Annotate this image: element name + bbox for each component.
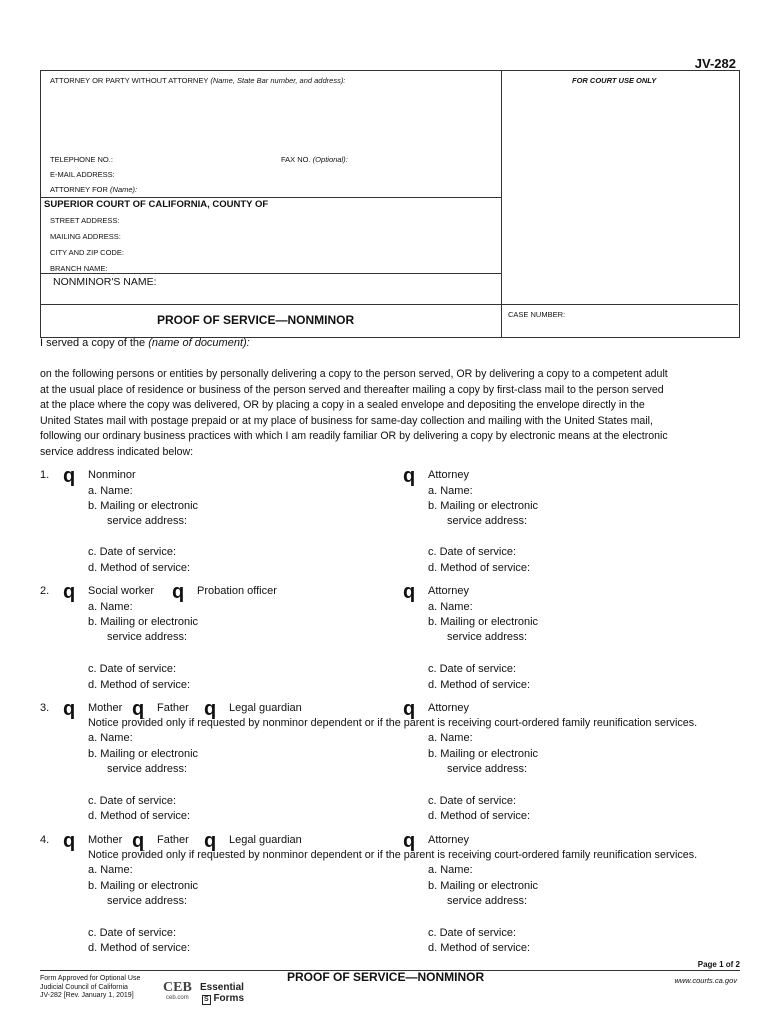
option-probation-officer: Probation officer (197, 585, 277, 597)
field-address-cont: service address: (107, 763, 188, 775)
website[interactable]: www.courts.ca.gov (674, 976, 737, 985)
mailing-label: MAILING ADDRESS: (50, 232, 121, 241)
option-mother: Mother (88, 702, 123, 714)
served-line: I served a copy of the (name of document): (40, 337, 250, 349)
checkbox-probation-officer[interactable]: q (172, 581, 185, 603)
street-label: STREET ADDRESS: (50, 216, 120, 225)
item-number: 4. (40, 834, 50, 846)
field-address: b. Mailing or electronic (428, 500, 539, 512)
field-address: b. Mailing or electronic (88, 500, 199, 512)
ceb-logo: CEB ceb.com (163, 980, 192, 1001)
field-address-cont: service address: (447, 763, 528, 775)
notice-text: Notice provided only if requested by nonminor dependent or if the parent is receiving court-ordered family reunification services. (88, 717, 698, 729)
field-method: d. Method of service: (88, 562, 191, 574)
field-method: d. Method of service: (428, 942, 531, 954)
attorney-for-label: ATTORNEY FOR (Name): (50, 185, 138, 194)
field-address: b. Mailing or electronic (88, 880, 199, 892)
option-attorney: Attorney (428, 585, 469, 597)
checkbox-attorney[interactable]: q (403, 465, 416, 487)
footer-title: PROOF OF SERVICE—NONMINOR (287, 970, 485, 984)
field-address-cont: service address: (107, 631, 188, 643)
checkbox-attorney[interactable]: q (403, 830, 416, 852)
field-address-cont: service address: (447, 631, 528, 643)
checkbox-mother[interactable]: q (63, 698, 76, 720)
field-method: d. Method of service: (428, 679, 531, 691)
checkbox-father[interactable]: q (132, 830, 145, 852)
field-date: c. Date of service: (88, 927, 177, 939)
field-date: c. Date of service: (428, 795, 517, 807)
field-name: a. Name: (428, 485, 473, 497)
field-date: c. Date of service: (428, 663, 517, 675)
city-label: CITY AND ZIP CODE: (50, 248, 124, 257)
approval-note: Form Approved for Optional Use Judicial Council of California JV-282 [Rev. January 1, 2019] (40, 975, 141, 999)
form-number: JV-282 (694, 56, 736, 71)
field-method: d. Method of service: (428, 810, 531, 822)
field-date: c. Date of service: (88, 795, 177, 807)
form-title: PROOF OF SERVICE—NONMINOR (157, 313, 355, 327)
checkbox-father[interactable]: q (132, 698, 145, 720)
option-attorney: Attorney (428, 834, 469, 846)
item-number: 1. (40, 469, 50, 481)
fax-label: FAX NO. (Optional): (281, 155, 348, 164)
branch-label: BRANCH NAME: (50, 264, 108, 273)
field-address: b. Mailing or electronic (428, 748, 539, 760)
field-date: c. Date of service: (88, 546, 177, 558)
item-number: 3. (40, 702, 50, 714)
checkbox-attorney[interactable]: q (403, 698, 416, 720)
page-number: Page 1 of 2 (697, 960, 740, 969)
checkbox-mother[interactable]: q (63, 830, 76, 852)
field-name: a. Name: (88, 864, 133, 876)
court-title: SUPERIOR COURT OF CALIFORNIA, COUNTY OF (44, 199, 269, 210)
option-social-worker: Social worker (88, 585, 155, 597)
field-name: a. Name: (428, 864, 473, 876)
field-method: d. Method of service: (428, 562, 531, 574)
option-mother: Mother (88, 834, 123, 846)
field-address-cont: service address: (107, 515, 188, 527)
field-method: d. Method of service: (88, 810, 191, 822)
field-address: b. Mailing or electronic (88, 616, 199, 628)
field-address-cont: service address: (107, 895, 188, 907)
option-attorney: Attorney (428, 702, 469, 714)
telephone-label: TELEPHONE NO.: (50, 155, 113, 164)
field-name: a. Name: (428, 601, 473, 613)
field-method: d. Method of service: (88, 942, 191, 954)
divider (40, 197, 501, 198)
checkbox-legal-guardian[interactable]: q (204, 698, 217, 720)
service-paragraph: on the following persons or entities by personally delivering a copy to the person served, OR by delivering a copy to a competent adult at the usual place of residence or business of the person served and thereafter mailing a copy by first-class mail to the person served at the place where the copy was delivered, OR by placing a copy in a sealed envelope and depositing the envelope directly in the United States mail with postage prepaid or at my place of business for same-day collection and mailing with the United States mail, following our ordinary business practices with which I am readily familiar OR by delivering a copy by electronic means at the electronic service address indicated below: (40, 368, 668, 458)
option-legal-guardian: Legal guardian (229, 834, 302, 846)
field-name: a. Name: (88, 601, 133, 613)
field-address: b. Mailing or electronic (428, 880, 539, 892)
checkbox-social-worker[interactable]: q (63, 581, 76, 603)
item-number: 2. (40, 585, 50, 597)
checkbox-nonminor[interactable]: q (63, 465, 76, 487)
email-label: E-MAIL ADDRESS: (50, 170, 115, 179)
case-number-label: CASE NUMBER: (508, 310, 566, 319)
checkbox-legal-guardian[interactable]: q (204, 830, 217, 852)
essential-forms-logo: Essential S Forms (200, 982, 245, 1004)
field-method: d. Method of service: (88, 679, 191, 691)
option-legal-guardian: Legal guardian (229, 702, 302, 714)
option-father: Father (157, 834, 189, 846)
field-address-cont: service address: (447, 895, 528, 907)
divider (501, 70, 502, 337)
field-name: a. Name: (88, 485, 133, 497)
option-attorney: Attorney (428, 469, 469, 481)
field-name: a. Name: (428, 732, 473, 744)
notice-text: Notice provided only if requested by nonminor dependent or if the parent is receiving court-ordered family reunification services. (88, 849, 698, 861)
option-nonminor: Nonminor (88, 469, 136, 481)
court-use-label: FOR COURT USE ONLY (572, 76, 657, 85)
field-address: b. Mailing or electronic (88, 748, 199, 760)
checkbox-attorney[interactable]: q (403, 581, 416, 603)
attorney-label: ATTORNEY OR PARTY WITHOUT ATTORNEY (Name, State Bar number, and address): (50, 76, 346, 85)
option-father: Father (157, 702, 189, 714)
field-date: c. Date of service: (88, 663, 177, 675)
field-date: c. Date of service: (428, 546, 517, 558)
divider (40, 304, 738, 305)
field-date: c. Date of service: (428, 927, 517, 939)
divider (40, 273, 501, 274)
field-address-cont: service address: (447, 515, 528, 527)
field-address: b. Mailing or electronic (428, 616, 539, 628)
nonminor-name-label: NONMINOR'S NAME: (53, 276, 157, 288)
field-name: a. Name: (88, 732, 133, 744)
